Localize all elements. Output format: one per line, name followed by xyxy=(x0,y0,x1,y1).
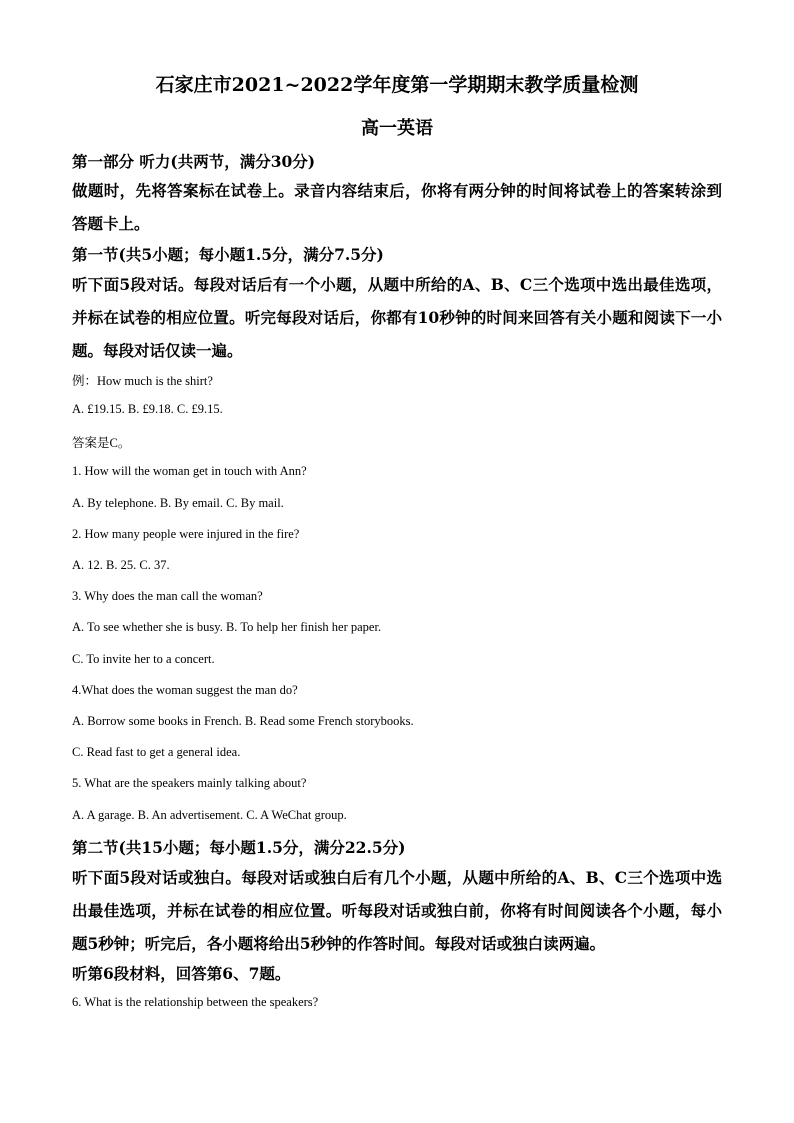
question-5: 5. What are the speakers mainly talking about? xyxy=(72,776,307,790)
question-3: 3. Why does the man call the woman? xyxy=(72,589,263,603)
question-1-options: A. By telephone. B. By email. C. By mail. xyxy=(72,496,284,510)
part1-instructions: 做题时，先将答案标在试卷上。录音内容结束后，你将有两分钟的时间将试卷上的答案转涂到答题卡上。 xyxy=(72,181,722,233)
exam-page xyxy=(72,0,722,1123)
section1-heading: 第一节(共5小题；每小题1.5分，满分7.5分) xyxy=(72,245,384,264)
question-3-options-ab: A. To see whether she is busy. B. To help her finish her paper. xyxy=(72,620,382,634)
example-answer: 答案是C。 xyxy=(72,436,131,450)
material-6-heading: 听第6段材料，回答第6、7题。 xyxy=(72,964,291,983)
question-2-options: A. 12. B. 25. C. 37. xyxy=(72,558,170,572)
question-4-options-ab: A. Borrow some books in French. B. Read some French storybooks. xyxy=(72,714,414,728)
section2-heading: 第二节(共15小题；每小题1.5分，满分22.5分) xyxy=(72,838,406,857)
page-subtitle: 高一英语 xyxy=(361,118,433,139)
part1-heading: 第一部分 听力(共两节，满分30分) xyxy=(72,152,316,171)
section2-instructions: 听下面5段对话或独白。每段对话或独白后有几个小题，从题中所给的A、B、C三个选项中选出最佳选项，并标在试卷的相应位置。听每段对话或独白前，你将有时间阅读各个小题，每小题5秒钟；听完后，各小题将给出5秒钟的作答时间。每段对话或独白读两遍。 xyxy=(72,868,722,953)
question-2: 2. How many people were injured in the fire? xyxy=(72,527,300,541)
question-6: 6. What is the relationship between the speakers? xyxy=(72,995,319,1009)
example-options: A. £19.15. B. £9.18. C. £9.15. xyxy=(72,402,223,416)
question-3-options-c: C. To invite her to a concert. xyxy=(72,652,215,666)
question-5-options: A. A garage. B. An advertisement. C. A WeChat group. xyxy=(72,808,347,822)
question-1: 1. How will the woman get in touch with Ann? xyxy=(72,464,307,478)
page-title: 石家庄市2021~2022学年度第一学期期末教学质量检测 xyxy=(155,74,639,96)
example-question: 例：How much is the shirt? xyxy=(72,374,213,388)
question-4-options-c: C. Read fast to get a general idea. xyxy=(72,745,241,759)
section1-instructions: 听下面5段对话。每段对话后有一个小题，从题中所给的A、B、C三个选项中选出最佳选项，并标在试卷的相应位置。听完每段对话后，你都有10秒钟的时间来回答有关小题和阅读下一小题。每段对话仅读一遍。 xyxy=(72,275,722,360)
question-4: 4.What does the woman suggest the man do? xyxy=(72,683,298,697)
